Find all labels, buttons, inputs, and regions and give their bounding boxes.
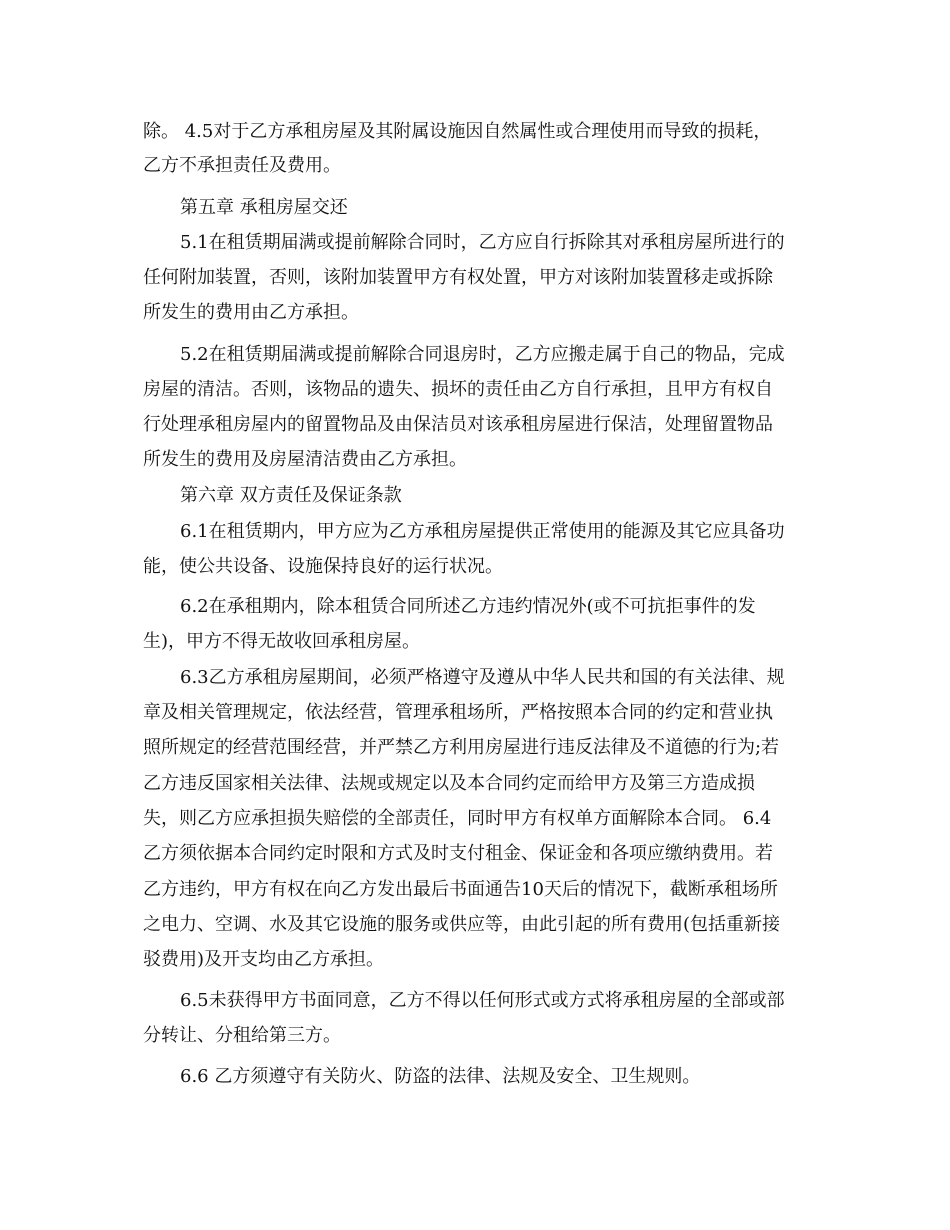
text-line: 所发生的费用及房屋清洁费由乙方承担。: [143, 449, 467, 470]
text-line: 任何附加装置，否则，该附加装置甲方有权处置，甲方对该附加装置移走或拆除: [143, 267, 773, 288]
text-line: 分转让、分租给第三方。: [143, 1025, 341, 1046]
text-line: 乙方违约，甲方有权在向乙方发出最后书面通告10天后的情况下，截断承租场所: [143, 879, 778, 900]
text-line: 除。 4.5对于乙方承租房屋及其附属设施因自然属性或合理使用而导致的损耗，: [143, 121, 772, 142]
text-line: 乙方不承担责任及费用。: [143, 155, 341, 176]
text-line: 驳费用)及开支均由乙方承担。: [143, 949, 385, 970]
text-line: 6.6 乙方须遵守有关防火、防盗的法律、法规及安全、卫生规则。: [180, 1066, 701, 1087]
text-line: 5.2在租赁期届满或提前解除合同退房时，乙方应搬走属于自己的物品，完成: [180, 344, 785, 365]
text-line: 所发生的费用由乙方承担。: [143, 302, 359, 323]
text-line: 失，则乙方应承担损失赔偿的全部责任，同时甲方有权单方面解除本合同。 6.4: [143, 808, 772, 829]
text-line: 能，使公共设备、设施保持良好的运行状况。: [143, 556, 503, 577]
chapter-heading: 第六章 双方责任及保证条款: [180, 485, 402, 506]
text-line: 6.5未获得甲方书面同意，乙方不得以任何形式或方式将承租房屋的全部或部: [180, 990, 785, 1011]
chapter-heading: 第五章 承租房屋交还: [180, 197, 348, 218]
text-line: 6.1在租赁期内，甲方应为乙方承租房屋提供正常使用的能源及其它应具备功: [180, 521, 785, 542]
text-line: 之电力、空调、水及其它设施的服务或供应等，由此引起的所有费用(包括重新接: [143, 914, 781, 935]
text-line: 照所规定的经营范围经营，并严禁乙方利用房屋进行违反法律及不道德的行为;若: [143, 737, 780, 758]
text-line: 生)，甲方不得无故收回承租房屋。: [143, 631, 421, 652]
text-line: 章及相关管理规定，依法经营，管理承租场所，严格按照本合同的约定和营业执: [143, 702, 773, 723]
text-line: 乙方违反国家相关法律、法规或规定以及本合同约定而给甲方及第三方造成损: [143, 773, 755, 794]
text-line: 房屋的清洁。否则，该物品的遗失、损坏的责任由乙方自行承担，且甲方有权自: [143, 379, 773, 400]
text-line: 6.3乙方承租房屋期间，必须严格遵守及遵从中华人民共和国的有关法律、规: [180, 667, 785, 688]
text-line: 6.2在承租期内，除本租赁合同所述乙方违约情况外(或不可抗拒事件的发: [180, 596, 756, 617]
text-line: 乙方须依据本合同约定时限和方式及时支付租金、保证金和各项应缴纳费用。若: [143, 843, 773, 864]
text-line: 5.1在租赁期届满或提前解除合同时，乙方应自行拆除其对承租房屋所进行的: [180, 232, 785, 253]
text-line: 行处理承租房屋内的留置物品及由保洁员对该承租房屋进行保洁，处理留置物品: [143, 414, 773, 435]
